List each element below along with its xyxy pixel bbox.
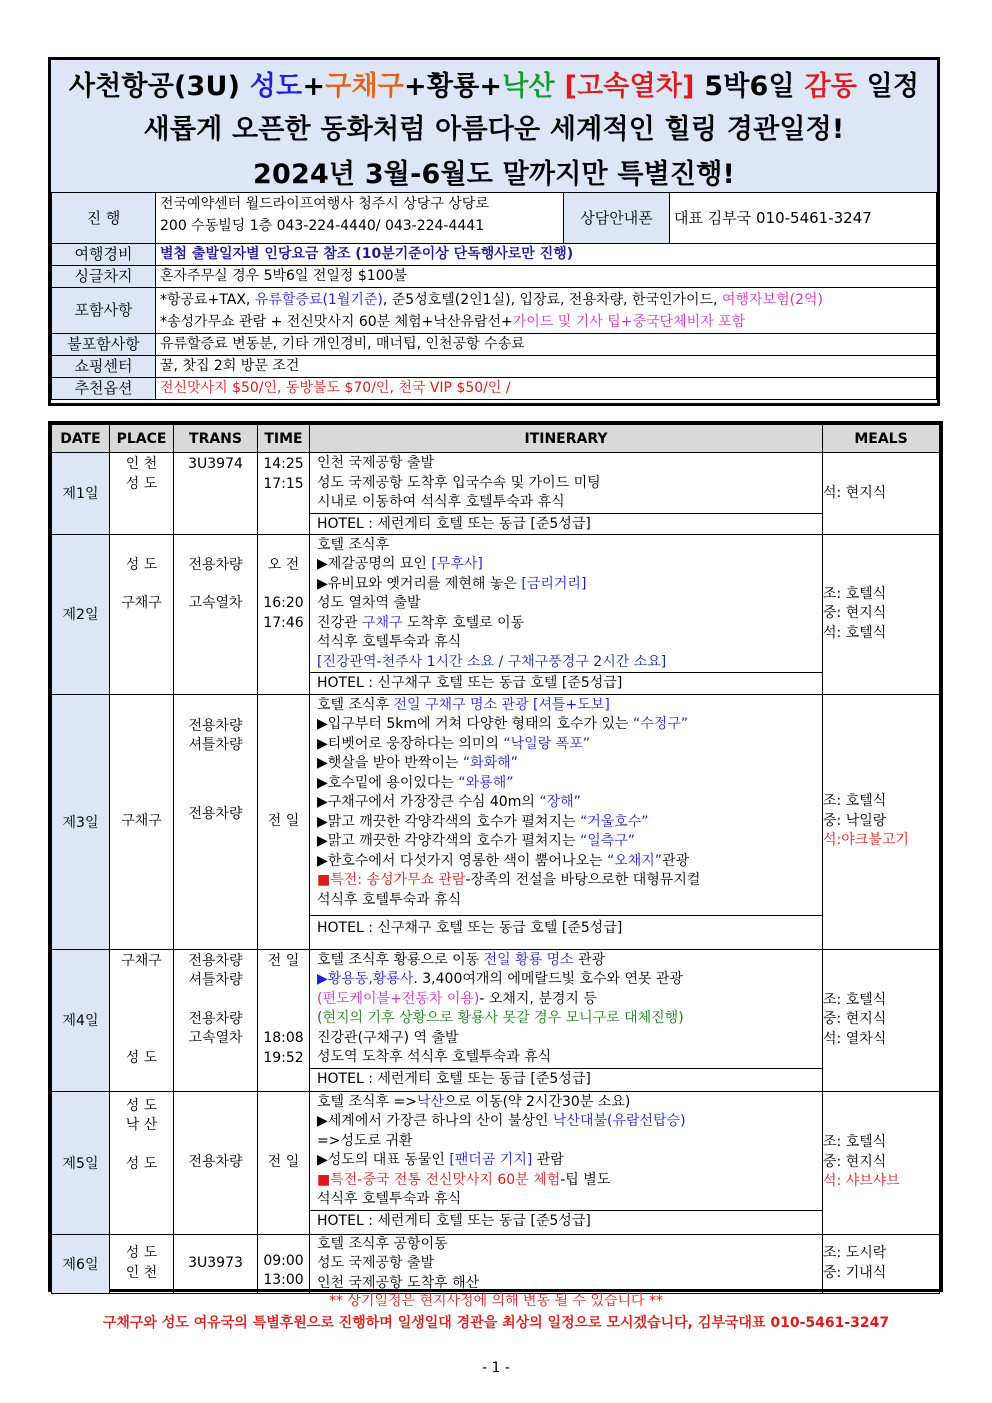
itinerary-line [317,614,822,634]
time-cell [258,453,310,535]
hotel-line: HOTEL : 세런게티 호텔 또는 동급 [준5성급] [310,1068,822,1089]
change-notice: ** 상기일정은 현지사정에 의해 변동 될 수 있습니다 ** [328,1293,664,1309]
itinerary-line [317,735,822,755]
include-line-1 [160,289,932,311]
title-part: 성도 [249,71,303,102]
itinerary-text: ▶맑고 깨끗한 각양각색의 호수가 펼쳐지는 [317,813,580,830]
trans-cell [174,949,258,1091]
place-cell [110,949,174,1091]
day-row [52,453,940,535]
itinerary-cell [310,949,823,1091]
itinerary-line: 성도 국제공항 출발 [317,1255,435,1271]
meal-item: 석: 샤브샤브 [823,1173,900,1190]
day-row [52,1091,940,1234]
progress-label: 진 행 [52,193,156,244]
itinerary-text: ▶한호수에서 다섯가지 영롱한 색이 뿜어나오는 [317,852,607,869]
place-name: 성 도 [125,556,158,573]
consult-label: 상담안내폰 [564,193,670,244]
meals-cell [823,1091,940,1234]
progress-line: 전국예약센터 월드라이프여행사 청주시 상당구 상당로 [160,196,489,212]
meal-item: 석: 현지식 [823,484,887,501]
itinerary-line: 성도역 도착후 석식후 호텔투숙과 휴식 [317,1049,552,1065]
time-cell [258,694,310,949]
place-cell [110,1091,174,1234]
meal-item: 조: 호텔식 [823,793,887,810]
title-line-2: 새롭게 오픈한 동화처럼 아름다운 세계적인 힐링 경관일정! [143,114,845,145]
itinerary-line: 호텔 조식후 공항이동 [317,1235,448,1252]
title-part: +황룡+ [404,71,503,102]
itinerary-text: “낙일랑 폭포” [503,735,590,752]
day-row [52,534,940,694]
meals-cell [823,534,940,694]
itinerary-text: 관람 [532,1152,564,1168]
include-line-2 [160,311,932,333]
itinerary-block [48,421,943,1292]
itinerary-cell [310,1091,823,1234]
option-label: 추천옵션 [52,378,156,400]
itinerary-line [317,990,822,1010]
square-bullet-icon: ■ [317,872,331,888]
title-area [51,60,937,192]
exclude-label: 불포함사항 [52,334,156,356]
cost-label: 여행경비 [52,244,156,266]
itinerary-text: “화화해” [462,755,518,771]
place-name: 인 천 [125,456,158,472]
trans-name: 전용차량 [188,1153,243,1170]
itinerary-line [317,832,822,852]
progress-value [156,193,564,244]
itinerary-text: ▶맑고 깨끗한 각양각색의 호수가 펼쳐지는 [317,833,580,849]
option-value: 전신맛사지 $50/인, 동방불도 $70/인, 천국 VIP $50/인 / [156,378,937,400]
header-time: TIME [258,425,310,453]
itinerary-line [317,696,822,716]
itinerary-text: 호텔 조식후 황룡으로 이동 [317,951,484,968]
itinerary-text: 진강관 [317,614,363,631]
header-trans: TRANS [174,425,258,453]
meal-item: 조: 호텔식 [823,991,887,1008]
itinerary-text: ▶세계에서 가장큰 하나의 산이 불상인 [317,1113,553,1129]
place-cell [110,694,174,949]
trans-name: 전용차량 [188,1010,243,1027]
itinerary-line: [진강관역-천주사 1시간 소요 / 구채구풍경구 2시간 소요] [317,653,667,670]
itinerary-line [317,774,822,794]
day-label: 제2일 [52,534,110,694]
place-name: 구채구 [121,595,162,611]
time-value: 14:25 [263,456,304,472]
time-cell [258,1234,310,1294]
meal-item: 중: 현지식 [823,1153,887,1170]
hotel-line: HOTEL : 신구채구 호텔 또는 동급 호텔 [준5성급] [310,672,822,693]
shop-value: 꿀, 찻집 2회 방문 조건 [156,356,937,378]
itinerary-text: -팁 별도 [560,1171,611,1188]
itinerary-text: 특전-중국 전통 전신맛사지 60분 체험 [330,1171,561,1188]
itinerary-line [317,951,822,971]
title-part: 사천항공(3U) [68,71,250,102]
itinerary-text: (편도케이블+전동차 이용) [317,990,480,1007]
title-line-1 [51,64,937,103]
meal-item: 조: 호텔식 [823,585,887,602]
meal-item: 석: 호텔식 [823,624,887,641]
itinerary-text: ▶호수밑에 용이있다는 [317,774,459,791]
include-text: *송성가무쇼 관람 + 전신맛사지 60분 체험+낙산유람선+ [160,313,513,330]
meal-item: 조: 호텔식 [823,1134,887,1151]
itinerary-line: 성도 열차역 출발 [317,595,421,611]
itinerary-line: (현지의 기후 상황으로 황룡사 못갈 경우 모니구로 대체진행) [317,1010,684,1026]
itinerary-line: 석식후 호텔투숙과 휴식 [317,891,462,908]
itinerary-text: ▶성도의 대표 동물인 [317,1152,450,1168]
itinerary-text: 호텔 조식후 => [317,1093,417,1110]
itinerary-line: 성도 국제공항 도착후 입국수속 및 가이드 미팅 [317,474,601,491]
itinerary-cell [310,534,823,694]
include-text: 유류할증료(1월기준) [254,291,383,308]
meal-item: 중: 현지식 [823,1011,887,1028]
itinerary-text: “장해” [539,794,581,810]
itinerary-text: “거울호수” [579,813,649,830]
trans-name: 3U3973 [188,1255,243,1271]
meal-item: 중: 낙일랑 [823,812,887,829]
trans-name: 고속열차 [188,1030,243,1046]
square-bullet-icon: ■ [317,1171,331,1188]
trans-name: 셔틀차량 [188,972,243,988]
time-value: 오 전 [267,556,300,573]
trans-name: 전용차량 [188,952,243,969]
itinerary-text: . 3,400여개의 에메랄드빛 호수와 연못 관광 [413,971,684,987]
day-label: 제5일 [52,1091,110,1234]
itinerary-cell [310,1234,823,1294]
title-part: 구채구 [325,71,405,102]
title-part: + [302,71,326,102]
trans-name: 3U3974 [188,456,243,472]
day-label: 제4일 [52,949,110,1091]
place-name: 낙 산 [125,1117,158,1133]
itinerary-line [317,715,822,735]
place-name: 구채구 [121,812,162,829]
itinerary-line [317,555,822,575]
itinerary-line [317,754,822,774]
trans-name: 전용차량 [188,556,243,573]
itinerary-line [317,1171,822,1191]
itinerary-text: “일측구” [579,833,636,849]
title-part: [고속열차] [564,71,695,102]
itinerary-text: 전일 구채구 명소 관광 [셔틀+도보] [393,696,610,713]
time-value: 18:08 [263,1030,304,1046]
title-part: 감동 [804,71,857,102]
time-cell [258,534,310,694]
exclude-value: 유류할증료 변동분, 기타 개인경비, 매너팁, 인천공항 수송료 [156,334,937,356]
progress-line: 200 수동빌딩 1층 043-224-4440/ 043-224-4441 [160,218,485,234]
itinerary-line [317,1093,822,1113]
time-value: 전 일 [267,952,300,969]
day-label: 제3일 [52,694,110,949]
time-value: 13:00 [263,1272,304,1288]
itinerary-text: 으로 이동(약 2시간30분 소요) [444,1093,631,1110]
include-text: , 준5성호텔(2인1실), 입장료, 전용차량, 한국인가이드, [382,291,722,308]
place-cell [110,1234,174,1294]
itinerary-line: 호텔 조식후 [317,536,390,553]
itinerary-text: 관광 [662,852,690,869]
header-place: PLACE [110,425,174,453]
itinerary-line [317,1151,822,1171]
header-itinerary: ITINERARY [310,425,823,453]
place-name: 성 도 [125,1155,158,1172]
place-name: 구채구 [121,952,162,969]
time-value: 19:52 [263,1049,304,1066]
single-value: 혼자주무실 경우 5박6일 전일정 $100불 [156,266,937,288]
meal-item: 중: 현지식 [823,605,887,622]
itinerary-line: 진강관(구채구) 역 출발 [317,1029,459,1046]
title-line-3: 2024년 3월-6월도 말까지만 특별진행! [252,159,736,190]
itinerary-text: [팬더곰 기지] [449,1152,533,1168]
trans-name: 셔틀차량 [188,737,243,753]
itinerary-table [51,424,940,1294]
itinerary-line [317,793,822,813]
day-row [52,949,940,1091]
title-part: 5박6일 [694,71,805,102]
title-part: 낙산 [502,71,555,102]
title-part [555,71,565,102]
consult-value: 대표 김부국 010-5461-3247 [670,193,937,244]
itinerary-text: “오채지” [606,852,663,869]
itinerary-line: 시내로 이동하여 석식후 호텔투숙과 휴식 [317,494,565,510]
itinerary-text: 관광 [573,951,606,968]
itinerary-text: 도착후 호텔로 이동 [402,614,525,631]
place-name: 성 도 [125,1097,158,1114]
day-label: 제1일 [52,453,110,535]
time-value: 전 일 [267,812,300,829]
itinerary-line [317,575,822,595]
itinerary-text: ▶입구부터 5km에 거쳐 다양한 형태의 호수가 있는 [317,716,634,732]
meal-item: 중: 기내식 [823,1264,887,1281]
itinerary-text: 호텔 조식후 [317,696,394,713]
itinerary-text: “수정구” [633,716,689,732]
cost-value: 별첨 출발일자별 인당요금 참조 (10분기준이상 단독행사로만 진행) [156,244,937,266]
itinerary-text: [무후사] [431,556,483,572]
itinerary-cell [310,453,823,535]
itinerary-line [317,871,822,891]
include-text: 여행자보험(2억) [721,291,823,308]
header-date: DATE [52,425,110,453]
hotel-line: HOTEL : 세런게티 호텔 또는 동급 [준5성급] [310,513,822,534]
header-block [48,57,940,406]
time-cell [258,1091,310,1234]
itinerary-text: ▶황용동,황룡사 [317,971,414,987]
hotel-line: HOTEL : 세런게티 호텔 또는 동급 [준5성급] [310,1210,822,1231]
place-cell [110,453,174,535]
time-value: 17:46 [263,614,304,631]
itinerary-text: 구채구 [362,614,403,631]
page-number: - 1 - [482,1360,510,1376]
itinerary-text: ▶구채구에서 가장장큰 수심 40m의 [317,794,540,810]
itinerary-text: [금리거리] [521,575,587,592]
shop-label: 쇼핑센터 [52,356,156,378]
meal-item: 석:야크불고기 [823,832,909,849]
itinerary-text: 낙산대불(유람선탑승) [552,1113,686,1129]
trans-name: 고속열차 [188,595,243,611]
day-label: 제6일 [52,1234,110,1294]
trans-cell [174,534,258,694]
place-name: 성 도 [125,1050,158,1066]
trans-name: 전용차량 [188,717,243,734]
itinerary-text: - 오채지, 분경지 등 [479,990,597,1007]
trans-name: 전용차량 [188,805,243,822]
itinerary-text: ▶유비묘와 옛거리를 제현해 놓은 [317,575,522,592]
day-row [52,694,940,949]
time-cell [258,949,310,1091]
include-label: 포함사항 [52,288,156,334]
trans-cell [174,1234,258,1294]
meals-cell [823,694,940,949]
time-value: 17:15 [263,475,304,492]
day-row [52,1234,940,1294]
time-value: 16:20 [263,595,304,611]
place-cell [110,534,174,694]
sponsor-notice: 구채구와 성도 여유국의 특별후원으로 진행하며 일생일대 경관을 최상의 일정으로 모시겠습니다, 김부국대표 010-5461-3247 [102,1315,890,1331]
trans-cell [174,694,258,949]
itinerary-text: ▶햇살을 받아 반짝이는 [317,755,463,771]
itinerary-cell [310,694,823,949]
itinerary-line [317,1112,822,1132]
include-text: *항공료+TAX, [160,291,255,308]
itinerary-line [317,970,822,990]
itinerary-line [317,813,822,833]
itinerary-line: 인천 국제공항 출발 [317,455,435,471]
single-label: 싱글차지 [52,266,156,288]
time-value: 09:00 [263,1252,304,1269]
title-part: 일정 [856,71,920,102]
hotel-line: HOTEL : 신구채구 호텔 또는 동급 호텔 [준5성급] [310,915,822,940]
itinerary-line: =>성도로 귀환 [317,1132,413,1149]
itinerary-text: -장족의 전설을 바탕으로한 대형뮤지컬 [465,872,701,888]
itinerary-text: 전일 황룡 명소 [483,951,574,968]
itinerary-text: 특전: 송성가무쇼 관람 [330,872,466,888]
itinerary-line [317,852,822,872]
place-name: 인 천 [125,1264,158,1281]
meals-cell [823,949,940,1091]
itinerary-line: 석식후 호텔투숙과 휴식 [317,1191,462,1207]
itinerary-text: ▶티벳어로 웅장하다는 의미의 [317,735,504,752]
include-text: 가이드 및 기사 팁+중국단체비자 포함 [512,313,746,330]
itinerary-text: “와룡해” [458,774,514,791]
include-value [156,288,937,334]
time-value: 전 일 [267,1153,300,1170]
info-table [51,192,937,400]
itinerary-text: ▶제갈공명의 묘인 [317,556,432,572]
place-name: 성 도 [125,475,158,492]
itinerary-text: 낙산 [416,1093,445,1110]
meal-item: 석: 열차식 [823,1030,887,1047]
trans-cell [174,1091,258,1234]
trans-cell [174,453,258,535]
itinerary-line: 인천 국제공항 도착후 해산 [317,1274,480,1291]
meal-item: 조: 도시락 [823,1245,887,1262]
meals-cell [823,1234,940,1294]
place-name: 성 도 [125,1245,158,1262]
meals-cell [823,453,940,535]
itinerary-line: 석식후 호텔투숙과 휴식 [317,634,462,650]
header-meals: MEALS [823,425,940,453]
